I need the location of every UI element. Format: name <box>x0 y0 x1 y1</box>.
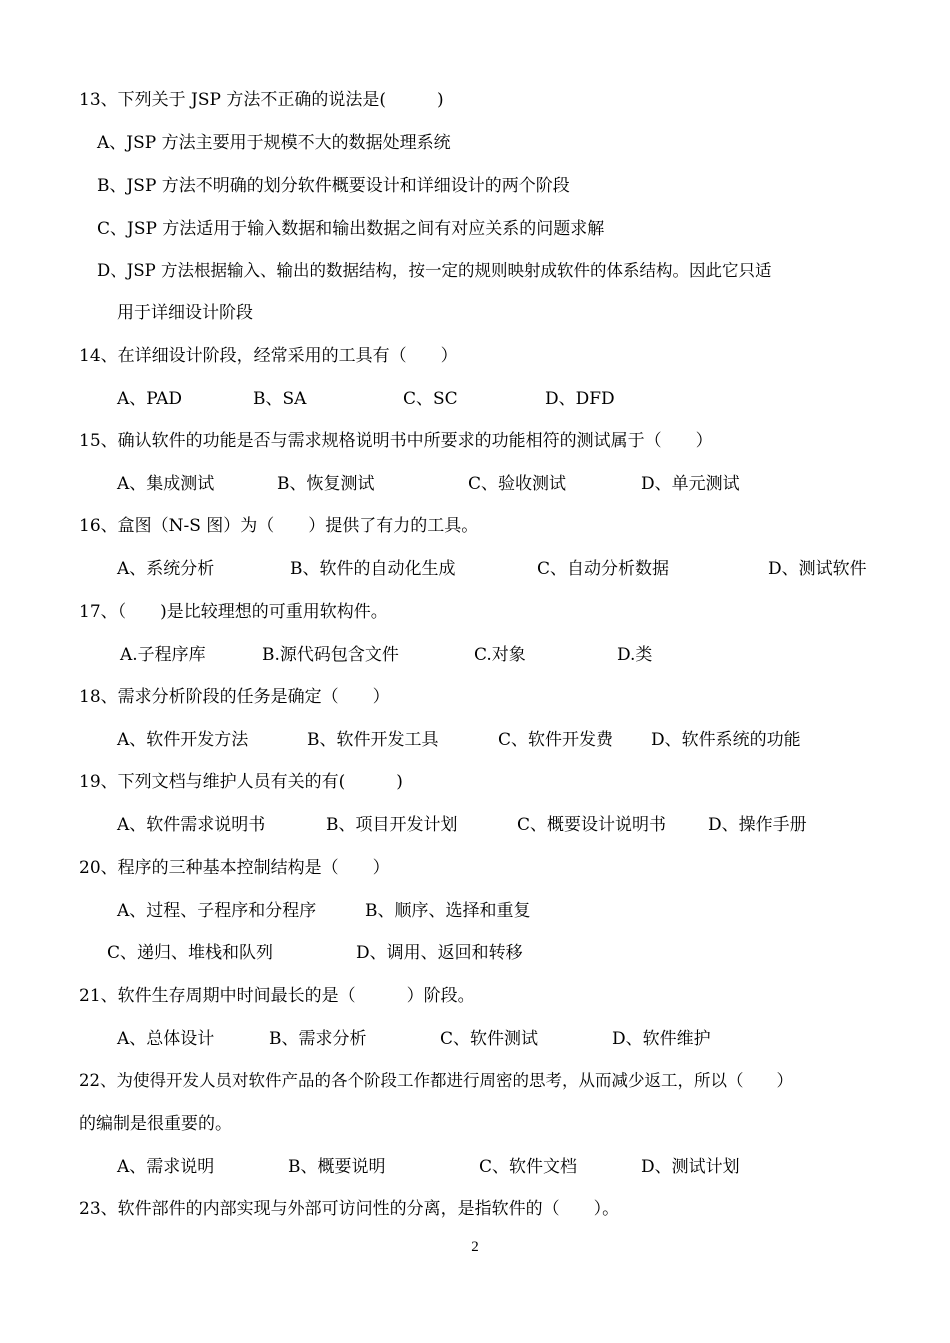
question-19-stem: 19、下列文档与维护人员有关的有( ) <box>79 772 403 792</box>
question-18-option-a: A、软件开发方法 <box>117 730 249 750</box>
question-15-stem: 15、确认软件的功能是否与需求规格说明书中所要求的功能相符的测试属于（ ） <box>79 431 713 451</box>
question-20-option-c: C、递归、堆栈和队列 <box>107 943 274 963</box>
question-13-option-c: C、JSP 方法适用于输入数据和输出数据之间有对应关系的问题求解 <box>97 219 605 239</box>
question-18-option-c: C、软件开发费 <box>498 730 614 750</box>
question-17-option-b: B.源代码包含文件 <box>262 645 399 665</box>
question-19-option-d: D、操作手册 <box>708 815 807 835</box>
question-15-option-b: B、恢复测试 <box>277 474 375 494</box>
question-14-stem: 14、在详细设计阶段，经常采用的工具有（ ） <box>79 346 458 366</box>
question-20-option-d: D、调用、返回和转移 <box>356 943 523 963</box>
question-23-stem: 23、软件部件的内部实现与外部可访问性的分离，是指软件的（ ）。 <box>79 1199 620 1219</box>
question-13-option-d: D、JSP 方法根据输入、输出的数据结构，按一定的规则映射成软件的体系结构。因此它只适 <box>97 261 772 280</box>
question-18-option-b: B、软件开发工具 <box>307 730 439 750</box>
question-13-option-a: A、JSP 方法主要用于规模不大的数据处理系统 <box>97 133 451 153</box>
question-17-option-c: C.对象 <box>474 645 526 665</box>
page-number: 2 <box>471 1239 479 1255</box>
question-20-stem: 20、程序的三种基本控制结构是（ ） <box>79 858 390 878</box>
question-18-option-d: D、软件系统的功能 <box>651 730 801 750</box>
question-13-stem: 13、下列关于 JSP 方法不正确的说法是( ) <box>79 90 444 110</box>
question-16-stem: 16、盒图（N-S 图）为（ ）提供了有力的工具。 <box>79 516 479 536</box>
question-15-option-a: A、集成测试 <box>117 474 215 494</box>
question-19-option-b: B、项目开发计划 <box>326 815 458 835</box>
question-14-option-c: C、SC <box>403 389 458 409</box>
question-18-stem: 18、需求分析阶段的任务是确定（ ） <box>79 687 390 707</box>
question-13-option-b: B、JSP 方法不明确的划分软件概要设计和详细设计的两个阶段 <box>97 176 570 196</box>
question-15-option-c: C、验收测试 <box>468 474 567 494</box>
question-22-stem-cont: 的编制是很重要的。 <box>79 1114 232 1134</box>
question-16-option-b: B、软件的自动化生成 <box>290 559 456 579</box>
question-17-stem: 17、（ )是比较理想的可重用软构件。 <box>79 602 388 622</box>
question-22-option-b: B、概要说明 <box>288 1157 386 1177</box>
question-14-option-a: A、PAD <box>117 389 183 409</box>
question-21-option-a: A、总体设计 <box>117 1029 215 1049</box>
question-20-option-b: B、顺序、选择和重复 <box>365 901 531 921</box>
question-22-stem: 22、为使得开发人员对软件产品的各个阶段工作都进行周密的思考，从而减少返工，所以（ ） <box>79 1071 793 1090</box>
question-17-option-a: A.子程序库 <box>120 645 206 665</box>
question-15-option-d: D、单元测试 <box>641 474 740 494</box>
question-21-option-d: D、软件维护 <box>612 1029 711 1049</box>
question-19-option-a: A、软件需求说明书 <box>117 815 266 835</box>
question-19-option-c: C、概要设计说明书 <box>517 815 667 835</box>
question-16-option-c: C、自动分析数据 <box>537 559 670 579</box>
question-21-stem: 21、软件生存周期中时间最长的是（ ）阶段。 <box>79 986 475 1006</box>
question-22-option-c: C、软件文档 <box>479 1157 578 1177</box>
question-13-option-d-cont: 用于详细设计阶段 <box>117 303 253 323</box>
question-21-option-b: B、需求分析 <box>269 1029 367 1049</box>
question-22-option-d: D、测试计划 <box>641 1157 740 1177</box>
question-20-option-a: A、过程、子程序和分程序 <box>117 901 317 921</box>
question-14-option-b: B、SA <box>253 389 307 409</box>
question-21-option-c: C、软件测试 <box>440 1029 539 1049</box>
question-22-option-a: A、需求说明 <box>117 1157 215 1177</box>
question-17-option-d: D.类 <box>617 645 653 665</box>
question-14-option-d: D、DFD <box>545 389 615 409</box>
question-16-option-d: D、测试软件 <box>768 559 867 579</box>
question-16-option-a: A、系统分析 <box>117 559 215 579</box>
